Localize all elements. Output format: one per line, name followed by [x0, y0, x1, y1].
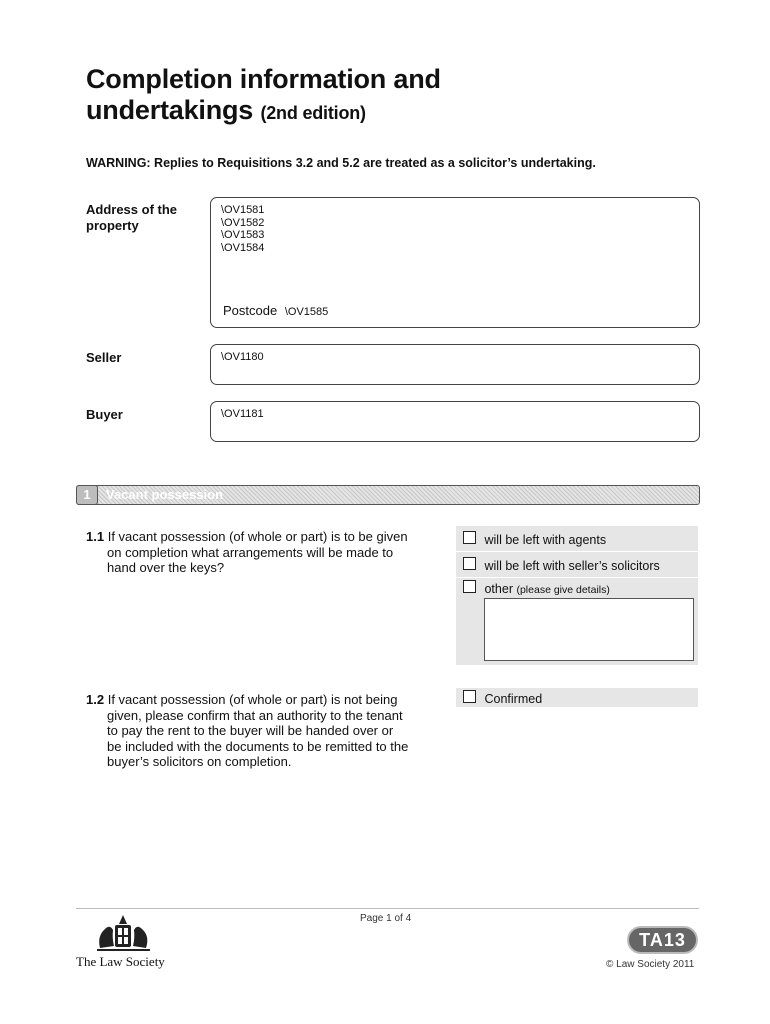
question-number: 1.1	[86, 529, 105, 544]
question-text: If vacant possession (of whole or part) is to be given	[107, 529, 408, 544]
question-text: If vacant possession (of whole or part) is not being	[107, 692, 398, 707]
address-line: \OV1581	[221, 204, 265, 216]
checkbox-agents[interactable]	[463, 531, 476, 544]
question-text: on completion what arrangements will be made to	[107, 544, 394, 560]
question-number: 1.2	[86, 692, 105, 707]
address-line: \OV1584	[221, 241, 265, 254]
law-society-crest-icon	[94, 912, 154, 952]
section-title: Vacant possession	[106, 487, 224, 502]
postcode-label: Postcode	[223, 303, 278, 318]
seller-field[interactable]	[210, 344, 700, 385]
question-text: be included with the documents to be remitted to the	[107, 738, 409, 754]
option-other[interactable]	[463, 580, 610, 596]
seller-label: Seller	[86, 350, 122, 365]
option-label: will be left with agents	[484, 533, 607, 547]
page-title	[86, 64, 441, 129]
question-1-1-line-1	[86, 529, 446, 545]
answer-panel-1-2	[456, 688, 698, 707]
question-text: to pay the rent to the buyer will be handed over or	[107, 723, 394, 738]
answer-panel-1-1	[456, 526, 698, 665]
address-label	[86, 202, 177, 234]
option-confirmed[interactable]	[463, 690, 542, 706]
address-line: \OV1583	[221, 229, 265, 241]
footer-divider	[76, 908, 699, 909]
address-label-line-2: property	[86, 218, 139, 233]
buyer-value: \OV1181	[221, 408, 264, 420]
question-1-2-line-1	[86, 692, 446, 708]
option-label: Confirmed	[484, 692, 543, 706]
title-line-1: Completion information and	[86, 64, 441, 94]
checkbox-solicitors[interactable]	[463, 557, 476, 570]
page-number: Page 1 of 4	[360, 913, 412, 924]
question-text: buyer’s solicitors on completion.	[107, 754, 292, 769]
address-field[interactable]	[210, 197, 700, 328]
other-details-field[interactable]	[484, 598, 694, 661]
question-1-1	[86, 529, 446, 576]
form-badge: TA13	[627, 926, 698, 954]
seller-value: \OV1180	[221, 351, 264, 363]
postcode-row	[223, 303, 328, 318]
postcode-value[interactable]: \OV1585	[284, 306, 329, 318]
option-label: will be left with seller’s solicitors	[484, 559, 660, 573]
option-solicitors[interactable]	[463, 557, 660, 573]
title-line-2	[86, 95, 441, 129]
title-undertakings: undertakings	[86, 95, 254, 125]
divider	[456, 551, 698, 552]
buyer-field[interactable]	[210, 401, 700, 442]
section-number: 1	[76, 485, 98, 505]
option-hint: (please give details)	[516, 584, 610, 596]
question-text: hand over the keys?	[107, 560, 225, 575]
question-1-2	[86, 692, 446, 770]
option-agents[interactable]	[463, 531, 606, 547]
address-label-line-1: Address of the	[86, 202, 178, 217]
question-text: given, please confirm that an authority to the tenant	[107, 707, 403, 723]
org-name: The Law Society	[76, 954, 165, 969]
address-lines	[221, 204, 264, 254]
checkbox-confirmed[interactable]	[463, 690, 476, 703]
option-label: other	[484, 582, 513, 596]
edition-label: (2nd edition)	[260, 103, 366, 123]
divider	[456, 577, 698, 578]
checkbox-other[interactable]	[463, 580, 476, 593]
copyright: © Law Society 2011	[606, 959, 695, 970]
buyer-label: Buyer	[86, 407, 123, 422]
warning-text: WARNING: Replies to Requisitions 3.2 and 5.2 are treated as a solicitor’s undertaking.	[86, 156, 596, 170]
address-line: \OV1582	[221, 216, 265, 229]
